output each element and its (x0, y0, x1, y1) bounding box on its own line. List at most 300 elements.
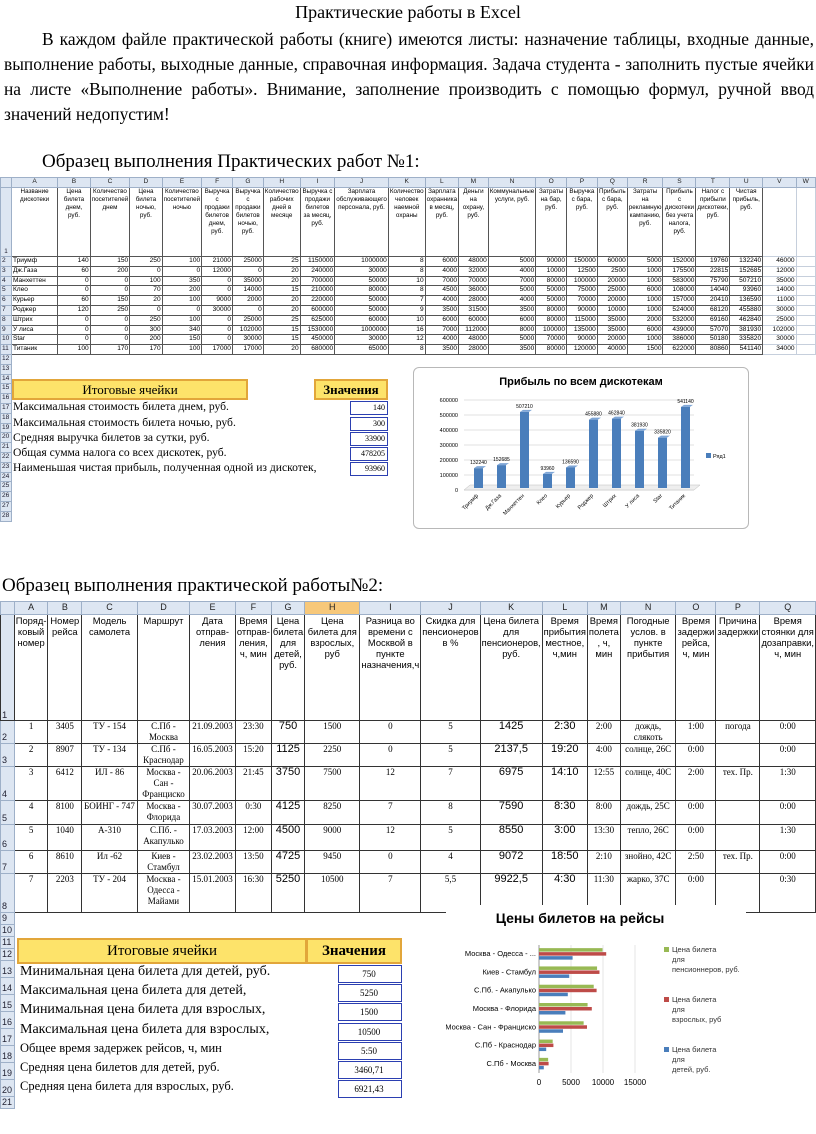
empty-cell[interactable] (763, 354, 796, 364)
data-cell[interactable]: 1500 (627, 345, 663, 355)
empty-cell[interactable] (232, 364, 263, 374)
empty-cell[interactable] (137, 913, 189, 925)
column-header[interactable]: M (587, 602, 620, 615)
data-cell[interactable]: 0 (162, 266, 202, 276)
header-cell[interactable]: Цена билета днем, руб. (58, 188, 90, 257)
data-cell[interactable]: 70000 (567, 296, 598, 306)
data-cell[interactable]: 220000 (300, 296, 335, 306)
empty-cell[interactable] (300, 501, 335, 511)
data-cell[interactable]: 32000 (459, 266, 489, 276)
empty-cell[interactable] (58, 364, 90, 374)
empty-cell[interactable] (263, 384, 300, 394)
row-number[interactable]: 18 (1, 1046, 15, 1063)
data-cell[interactable]: 2:50 (676, 851, 716, 874)
data-cell[interactable] (796, 325, 815, 335)
row-number[interactable]: 22 (1, 452, 12, 462)
data-cell[interactable]: 18:50 (542, 851, 587, 874)
data-cell[interactable]: 132240 (730, 257, 763, 267)
data-cell[interactable]: 25000 (597, 286, 627, 296)
data-cell[interactable]: 19:20 (542, 744, 587, 767)
data-cell[interactable]: 0 (162, 305, 202, 315)
data-cell[interactable]: 15 (263, 335, 300, 345)
row-number[interactable]: 5 (1, 286, 12, 296)
data-cell[interactable]: 20000 (597, 276, 627, 286)
data-cell[interactable]: 0:00 (760, 801, 816, 825)
data-cell[interactable]: 9000 (305, 825, 360, 851)
empty-cell[interactable] (263, 443, 300, 453)
data-cell[interactable]: 9450 (305, 851, 360, 874)
data-cell[interactable]: 4:00 (587, 744, 620, 767)
data-cell[interactable]: 152000 (663, 257, 696, 267)
row-number[interactable]: 19 (1, 423, 12, 433)
column-header[interactable]: F (235, 602, 271, 615)
empty-cell[interactable] (82, 1097, 138, 1109)
data-cell[interactable]: 15.01.2003 (190, 874, 236, 913)
data-cell[interactable]: 200 (130, 335, 162, 345)
row-number[interactable]: 3 (1, 744, 15, 767)
empty-cell[interactable] (271, 1046, 304, 1063)
data-cell[interactable]: 5000 (627, 257, 663, 267)
data-cell[interactable]: 0 (202, 335, 233, 345)
empty-cell[interactable] (763, 452, 796, 462)
data-cell[interactable]: солнце, 26С (620, 744, 676, 767)
data-cell[interactable]: солнце, 40С (620, 767, 676, 801)
row-number[interactable]: 15 (1, 384, 12, 394)
empty-cell[interactable] (130, 511, 162, 521)
data-cell[interactable]: 507210 (730, 276, 763, 286)
data-cell[interactable]: знойно, 42С (620, 851, 676, 874)
row-number[interactable]: 11 (1, 345, 12, 355)
data-cell[interactable]: 0:00 (676, 874, 716, 913)
data-cell[interactable]: 50000 (335, 305, 389, 315)
data-cell[interactable]: 0:00 (760, 851, 816, 874)
empty-cell[interactable] (620, 1097, 676, 1109)
data-cell[interactable]: 622000 (663, 345, 696, 355)
data-cell[interactable] (796, 335, 815, 345)
row-number[interactable]: 2 (1, 721, 15, 744)
header-cell[interactable]: Чистая прибыль, руб. (730, 188, 763, 257)
header-cell[interactable]: Выручка с продажи билетов за месяц, руб. (300, 188, 335, 257)
data-cell[interactable]: 8100 (48, 801, 82, 825)
data-cell[interactable]: 20 (263, 305, 300, 315)
data-cell[interactable]: 250 (90, 305, 130, 315)
empty-cell[interactable] (190, 925, 236, 937)
column-header[interactable]: D (130, 178, 162, 188)
data-cell[interactable]: 7 (360, 801, 421, 825)
empty-cell[interactable] (90, 354, 130, 364)
data-cell[interactable]: 30000 (763, 335, 796, 345)
row-number[interactable]: 1 (1, 188, 12, 257)
row-number[interactable]: 15 (1, 995, 15, 1012)
header-cell[interactable]: Зарплата обслуживающего персонала, руб. (335, 188, 389, 257)
data-cell[interactable]: 2137,5 (480, 744, 542, 767)
empty-cell[interactable] (263, 413, 300, 423)
empty-cell[interactable] (202, 501, 233, 511)
row-number[interactable]: 6 (1, 296, 12, 306)
data-cell[interactable]: 8 (388, 286, 425, 296)
data-cell[interactable]: С.Пб. - Акапулько (137, 825, 189, 851)
data-cell[interactable]: 1:30 (760, 767, 816, 801)
empty-cell[interactable] (235, 1080, 271, 1097)
data-cell[interactable]: 100 (162, 345, 202, 355)
data-cell[interactable]: 15 (263, 325, 300, 335)
data-cell[interactable]: 439000 (663, 325, 696, 335)
empty-cell[interactable] (335, 511, 389, 521)
data-cell[interactable]: 15 (263, 286, 300, 296)
empty-cell[interactable] (202, 354, 233, 364)
header-cell[interactable]: Цена билета ночью, руб. (130, 188, 162, 257)
data-cell[interactable]: 68120 (696, 305, 730, 315)
empty-cell[interactable] (760, 961, 816, 978)
data-cell[interactable]: 4000 (488, 296, 536, 306)
data-cell[interactable]: 0 (58, 325, 90, 335)
column-header[interactable]: P (716, 602, 760, 615)
data-cell[interactable]: 21.09.2003 (190, 721, 236, 744)
data-cell[interactable]: 80000 (536, 345, 567, 355)
data-cell[interactable]: 34000 (763, 345, 796, 355)
data-cell[interactable]: 14040 (696, 286, 730, 296)
column-header[interactable]: E (190, 602, 236, 615)
data-cell[interactable]: 100 (162, 257, 202, 267)
data-cell[interactable]: 3500 (425, 345, 458, 355)
empty-cell[interactable] (232, 433, 263, 443)
data-cell[interactable]: 25 (263, 257, 300, 267)
row-number[interactable]: 18 (1, 413, 12, 423)
data-cell[interactable]: 100 (162, 296, 202, 306)
data-cell[interactable]: 100000 (536, 325, 567, 335)
result-value[interactable]: 478205 (350, 447, 388, 461)
data-cell[interactable]: 12000 (202, 266, 233, 276)
data-cell[interactable]: 50000 (536, 286, 567, 296)
data-cell[interactable]: 210000 (300, 286, 335, 296)
data-cell[interactable]: 10000 (536, 266, 567, 276)
empty-cell[interactable] (300, 492, 335, 502)
data-cell[interactable]: 30000 (335, 335, 389, 345)
column-header[interactable]: B (58, 178, 90, 188)
empty-cell[interactable] (796, 472, 815, 482)
data-cell[interactable]: 69160 (696, 315, 730, 325)
data-cell[interactable]: 6000 (627, 286, 663, 296)
result-value[interactable]: 3460,71 (338, 1061, 402, 1079)
row-number[interactable]: 27 (1, 501, 12, 511)
row-number[interactable]: 7 (1, 305, 12, 315)
empty-cell[interactable] (58, 482, 90, 492)
data-cell[interactable]: 8250 (305, 801, 360, 825)
empty-cell[interactable] (763, 403, 796, 413)
column-header[interactable]: R (627, 178, 663, 188)
data-cell[interactable]: тех. Пр. (716, 767, 760, 801)
row-number[interactable]: 10 (1, 925, 15, 937)
empty-cell[interactable] (760, 995, 816, 1012)
empty-cell[interactable] (130, 354, 162, 364)
data-cell[interactable]: 6000 (425, 257, 458, 267)
data-cell[interactable]: С.Пб - Москва (137, 721, 189, 744)
header-cell[interactable]: Количество рабочих дней в месяце (263, 188, 300, 257)
row-number[interactable]: 20 (1, 1080, 15, 1097)
data-cell[interactable]: 4000 (425, 296, 458, 306)
header-cell[interactable]: Налог с прибыли дискотеки, руб. (696, 188, 730, 257)
data-cell[interactable]: 28000 (459, 296, 489, 306)
empty-cell[interactable] (271, 1029, 304, 1046)
data-cell[interactable]: 4:30 (542, 874, 587, 913)
data-cell[interactable]: А-310 (82, 825, 138, 851)
data-cell[interactable]: 90000 (567, 335, 598, 345)
data-cell[interactable]: 1:00 (676, 721, 716, 744)
data-cell[interactable]: 0 (58, 335, 90, 345)
data-cell[interactable]: 14000 (763, 286, 796, 296)
empty-cell[interactable] (137, 1097, 189, 1109)
data-cell[interactable]: погода (716, 721, 760, 744)
data-cell[interactable]: 100000 (567, 276, 598, 286)
data-cell[interactable]: 4 (14, 801, 48, 825)
data-cell[interactable]: 30000 (232, 335, 263, 345)
header-cell[interactable]: Скидка для пенсионеров в % (421, 615, 480, 721)
data-cell[interactable] (796, 266, 815, 276)
data-cell[interactable]: 4500 (425, 286, 458, 296)
data-cell[interactable]: ТУ - 154 (82, 721, 138, 744)
empty-cell[interactable] (300, 433, 335, 443)
header-cell[interactable]: Модель самолета (82, 615, 138, 721)
data-cell[interactable]: 75790 (696, 276, 730, 286)
empty-cell[interactable] (696, 354, 730, 364)
data-cell[interactable]: 335820 (730, 335, 763, 345)
data-cell[interactable]: 0 (202, 315, 233, 325)
data-cell[interactable]: 2500 (597, 266, 627, 276)
data-cell[interactable]: 1500 (305, 721, 360, 744)
empty-cell[interactable] (796, 374, 815, 384)
header-cell[interactable]: Выручка с продажи билетов днем, руб. (202, 188, 233, 257)
data-cell[interactable]: 1125 (271, 744, 304, 767)
empty-cell[interactable] (360, 913, 421, 925)
header-cell[interactable]: Количество человек наемной охраны (388, 188, 425, 257)
result-value[interactable]: 1500 (338, 1003, 402, 1021)
data-cell[interactable]: 700000 (300, 276, 335, 286)
data-cell[interactable]: 4 (421, 851, 480, 874)
data-cell[interactable]: 48000 (459, 257, 489, 267)
data-cell[interactable]: Клео (11, 286, 57, 296)
empty-cell[interactable] (48, 1097, 82, 1109)
empty-cell[interactable] (360, 1097, 421, 1109)
data-cell[interactable]: 25000 (763, 315, 796, 325)
empty-cell[interactable] (360, 925, 421, 937)
empty-cell[interactable] (263, 511, 300, 521)
data-cell[interactable]: 524000 (663, 305, 696, 315)
empty-cell[interactable] (760, 1046, 816, 1063)
empty-cell[interactable] (137, 925, 189, 937)
data-cell[interactable]: 1000 (627, 305, 663, 315)
data-cell[interactable]: 0 (360, 851, 421, 874)
data-cell[interactable]: 7000 (425, 276, 458, 286)
empty-cell[interactable] (271, 913, 304, 925)
data-cell[interactable]: 1425 (480, 721, 542, 744)
data-cell[interactable]: 1150000 (300, 257, 335, 267)
data-cell[interactable]: 28000 (459, 345, 489, 355)
data-cell[interactable]: 60000 (459, 315, 489, 325)
data-cell[interactable]: 6000 (627, 325, 663, 335)
data-cell[interactable]: 1000000 (335, 325, 389, 335)
data-cell[interactable]: 90000 (536, 257, 567, 267)
header-cell[interactable]: Время отправ-ления, ч, мин (235, 615, 271, 721)
data-cell[interactable]: 50000 (335, 276, 389, 286)
column-header[interactable]: L (542, 602, 587, 615)
data-cell[interactable]: 14000 (232, 286, 263, 296)
data-cell[interactable]: 5000 (488, 286, 536, 296)
row-number[interactable]: 20 (1, 433, 12, 443)
empty-cell[interactable] (271, 1097, 304, 1109)
data-cell[interactable]: 300 (130, 325, 162, 335)
empty-cell[interactable] (763, 413, 796, 423)
header-cell[interactable]: Выручка с продажи билетов ночью, руб. (232, 188, 263, 257)
data-cell[interactable]: 6412 (48, 767, 82, 801)
data-cell[interactable]: 7000 (425, 325, 458, 335)
data-cell[interactable]: Москва - Сан - Франциско (137, 767, 189, 801)
data-cell[interactable]: 1000 (627, 296, 663, 306)
empty-cell[interactable] (90, 501, 130, 511)
header-cell[interactable]: Время задержи рейса, ч, мин (676, 615, 716, 721)
data-cell[interactable]: ИЛ - 86 (82, 767, 138, 801)
data-cell[interactable]: 21:45 (235, 767, 271, 801)
empty-cell[interactable] (11, 501, 57, 511)
data-cell[interactable]: 1000 (627, 266, 663, 276)
empty-cell[interactable] (627, 354, 663, 364)
data-cell[interactable]: 80000 (536, 315, 567, 325)
data-cell[interactable]: У лиса (11, 325, 57, 335)
result-value[interactable]: 140 (350, 401, 388, 415)
empty-cell[interactable] (202, 482, 233, 492)
empty-cell[interactable] (263, 482, 300, 492)
data-cell[interactable]: 48000 (459, 335, 489, 345)
empty-cell[interactable] (488, 354, 536, 364)
empty-cell[interactable] (271, 1012, 304, 1029)
data-cell[interactable]: 0 (90, 286, 130, 296)
data-cell[interactable]: 2:00 (676, 767, 716, 801)
empty-cell[interactable] (480, 1097, 542, 1109)
data-cell[interactable]: 1040 (48, 825, 82, 851)
empty-cell[interactable] (335, 364, 389, 374)
data-cell[interactable]: 12500 (567, 266, 598, 276)
data-cell[interactable]: 2250 (305, 744, 360, 767)
column-header[interactable]: F (202, 178, 233, 188)
empty-cell[interactable] (663, 354, 696, 364)
empty-cell[interactable] (763, 482, 796, 492)
data-cell[interactable] (796, 286, 815, 296)
empty-cell[interactable] (90, 492, 130, 502)
column-header[interactable]: E (162, 178, 202, 188)
data-cell[interactable]: 8000 (488, 325, 536, 335)
data-cell[interactable]: 1:30 (760, 825, 816, 851)
data-cell[interactable]: 23.02.2003 (190, 851, 236, 874)
data-cell[interactable]: Star (11, 335, 57, 345)
empty-cell[interactable] (305, 925, 360, 937)
data-cell[interactable]: 625000 (300, 315, 335, 325)
column-header[interactable]: V (763, 178, 796, 188)
result-value[interactable]: 10500 (338, 1023, 402, 1041)
empty-cell[interactable] (263, 423, 300, 433)
empty-cell[interactable] (11, 364, 57, 374)
header-cell[interactable]: Количество посетителей днем (90, 188, 130, 257)
data-cell[interactable]: 150 (90, 257, 130, 267)
empty-cell[interactable] (796, 413, 815, 423)
data-cell[interactable]: 7000 (488, 276, 536, 286)
data-cell[interactable]: 15:20 (235, 744, 271, 767)
empty-cell[interactable] (130, 492, 162, 502)
empty-cell[interactable] (263, 433, 300, 443)
empty-cell[interactable] (763, 394, 796, 404)
empty-cell[interactable] (305, 1097, 360, 1109)
empty-cell[interactable] (232, 403, 263, 413)
empty-cell[interactable] (716, 1097, 760, 1109)
row-number[interactable]: 11 (1, 937, 15, 949)
empty-cell[interactable] (263, 403, 300, 413)
row-number[interactable]: 26 (1, 492, 12, 502)
data-cell[interactable]: 4000 (425, 335, 458, 345)
empty-cell[interactable] (271, 978, 304, 995)
data-cell[interactable]: 30.07.2003 (190, 801, 236, 825)
data-cell[interactable]: 8 (388, 266, 425, 276)
data-cell[interactable]: Москва - Флорида (137, 801, 189, 825)
data-cell[interactable] (796, 257, 815, 267)
empty-cell[interactable] (763, 423, 796, 433)
empty-cell[interactable] (763, 384, 796, 394)
empty-cell[interactable] (305, 913, 360, 925)
empty-cell[interactable] (90, 482, 130, 492)
row-number[interactable]: 1 (1, 615, 15, 721)
data-cell[interactable]: 17000 (232, 345, 263, 355)
data-cell[interactable]: 20 (263, 266, 300, 276)
column-header[interactable]: O (536, 178, 567, 188)
data-cell[interactable]: 25 (263, 315, 300, 325)
data-cell[interactable]: 175500 (663, 266, 696, 276)
column-header[interactable]: M (459, 178, 489, 188)
data-cell[interactable]: 1530000 (300, 325, 335, 335)
data-cell[interactable]: 20 (130, 296, 162, 306)
empty-cell[interactable] (58, 492, 90, 502)
data-cell[interactable]: 8 (388, 345, 425, 355)
data-cell[interactable]: 10 (388, 315, 425, 325)
row-number[interactable]: 14 (1, 978, 15, 995)
column-header[interactable]: K (480, 602, 542, 615)
empty-cell[interactable] (235, 1097, 271, 1109)
header-cell[interactable]: Затраты на рекламную кампанию, руб. (627, 188, 663, 257)
empty-cell[interactable] (763, 501, 796, 511)
data-cell[interactable]: 0 (90, 335, 130, 345)
data-cell[interactable]: 12 (360, 825, 421, 851)
row-number[interactable]: 3 (1, 266, 12, 276)
empty-cell[interactable] (14, 925, 48, 937)
data-cell[interactable]: 50180 (696, 335, 730, 345)
data-cell[interactable]: 19760 (696, 257, 730, 267)
data-cell[interactable]: 0:00 (676, 801, 716, 825)
data-cell[interactable]: 0 (232, 266, 263, 276)
data-cell[interactable]: 0 (232, 305, 263, 315)
empty-cell[interactable] (271, 995, 304, 1012)
data-cell[interactable]: 0:00 (760, 744, 816, 767)
empty-cell[interactable] (162, 511, 202, 521)
data-cell[interactable]: 5 (421, 744, 480, 767)
empty-cell[interactable] (300, 413, 335, 423)
empty-cell[interactable] (760, 925, 816, 937)
header-cell[interactable]: Прибыль с бара, руб. (597, 188, 627, 257)
data-cell[interactable]: 5,5 (421, 874, 480, 913)
data-cell[interactable]: 680000 (300, 345, 335, 355)
header-cell[interactable]: Зарплата охранника в месяц, руб. (425, 188, 458, 257)
data-cell[interactable]: 3 (14, 767, 48, 801)
empty-cell[interactable] (796, 443, 815, 453)
row-number[interactable]: 6 (1, 825, 15, 851)
empty-cell[interactable] (263, 394, 300, 404)
row-number[interactable]: 5 (1, 801, 15, 825)
empty-cell[interactable] (300, 443, 335, 453)
